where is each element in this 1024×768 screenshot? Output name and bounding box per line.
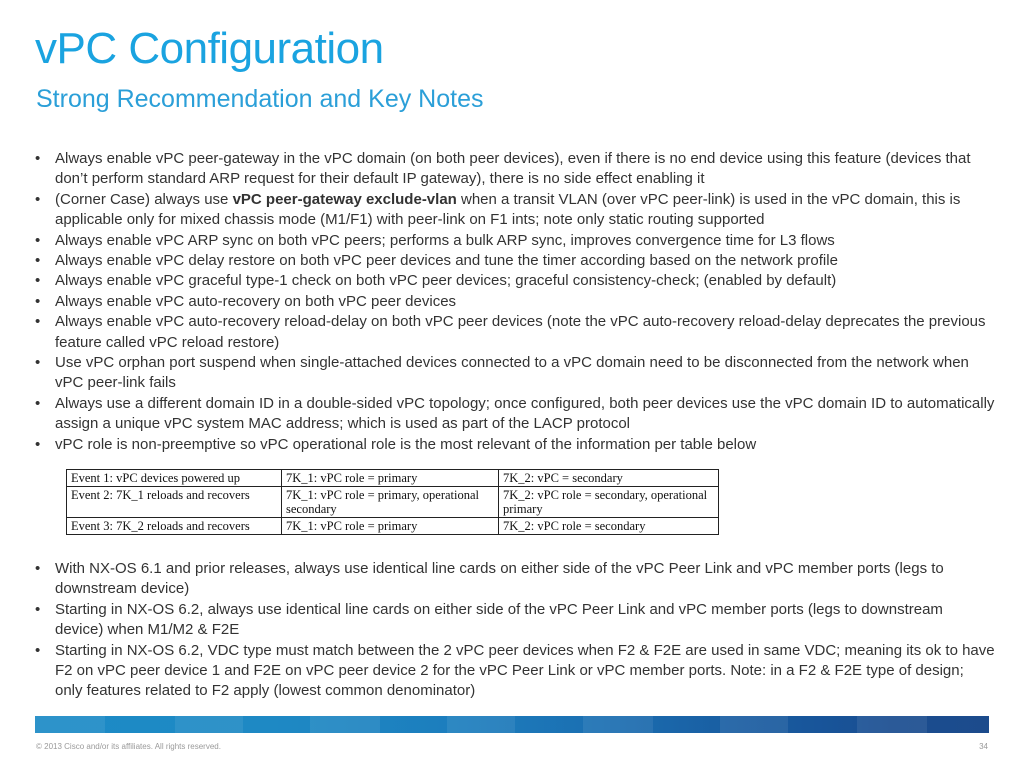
- table-row: [67, 487, 719, 518]
- linecard-notes-list: [35, 559, 995, 702]
- bullet-text: Starting in NX-OS 6.2, VDC type must match between the 2 vPC peer devices when F2 & F2E are used in same VDC; meaning its ok to have F2 on vPC peer device 1 and F2E on vPC peer device 2 for the vPC Peer Link or vPC member ports. Note: in a F2 & F2E type of design; only features related to F2 apply (lowest common denominator): [55, 641, 995, 700]
- bullet-text: Always enable vPC auto-recovery on both vPC peer devices: [55, 292, 457, 310]
- bullet-text: Always enable vPC auto-recovery reload-delay on both vPC peer devices (note the vPC auto-recovery reload-delay deprecates the previous feature called vPC reload restore): [55, 313, 986, 351]
- table-cell-7k1: 7K_1: vPC role = primary: [282, 470, 499, 487]
- copyright-footer: © 2013 Cisco and/or its affiliates. All rights reserved.: [36, 742, 221, 751]
- bullet-item: [35, 292, 995, 312]
- bullet-item: [35, 190, 995, 231]
- slide-subtitle: Strong Recommendation and Key Notes: [36, 85, 484, 113]
- page-number: 34: [979, 742, 988, 751]
- table-row: [67, 518, 719, 535]
- bullet-item: [35, 435, 995, 455]
- bullet-text: Always enable vPC graceful type-1 check on both vPC peer devices; graceful consistency-check; (enabled by default): [55, 272, 837, 290]
- bullet-text: Use vPC orphan port suspend when single-attached devices connected to a vPC domain need to be disconnected from the network when vPC peer-link fails: [55, 354, 969, 392]
- bullet-text: Always use a different domain ID in a double-sided vPC topology; once configured, both peer devices use the vPC domain ID to automatically assign a unique vPC system MAC address; which is used as part of the LACP protocol: [55, 394, 995, 433]
- bullet-text: With NX-OS 6.1 and prior releases, always use identical line cards on either side of the vPC Peer Link and vPC member ports (legs to downstream device): [55, 560, 944, 598]
- slide-title: vPC Configuration: [35, 24, 384, 73]
- bullet-text-post: when a transit VLAN (over vPC peer-link) is used in the vPC domain, this is applicable only for mixed chassis mode (M1/F1) with peer-link on F1 ints; note only static routing supported: [55, 190, 961, 229]
- table-cell-7k1: 7K_1: vPC role = primary, operational secondary: [282, 487, 499, 518]
- bullet-item: [35, 149, 995, 190]
- table-cell-event: Event 2: 7K_1 reloads and recovers: [67, 487, 282, 518]
- bullet-text: vPC role is non-preemptive so vPC operational role is the most relevant of the information per table below: [55, 435, 757, 453]
- table-cell-event: Event 3: 7K_2 reloads and recovers: [67, 518, 282, 535]
- bullet-item: [35, 231, 995, 251]
- bullet-text: Always enable vPC ARP sync on both vPC peers; performs a bulk ARP sync, improves convergence time for L3 flows: [55, 231, 835, 249]
- table-cell-7k1: 7K_1: vPC role = primary: [282, 518, 499, 535]
- table-cell-7k2: 7K_2: vPC role = secondary, operational primary: [499, 487, 719, 518]
- table-cell-7k2: 7K_2: vPC role = secondary: [499, 518, 719, 535]
- decorative-color-band: [35, 716, 989, 733]
- bullet-item: [35, 251, 995, 271]
- bullet-item: [35, 312, 995, 353]
- bullet-text: Starting in NX-OS 6.2, always use identical line cards on either side of the vPC Peer Link and vPC member ports (legs to downstream device) when M1/M2 & F2E: [55, 600, 943, 639]
- bullet-item: [35, 641, 995, 702]
- vpc-role-event-table: [66, 469, 719, 535]
- bullet-item: [35, 559, 995, 600]
- bullet-text: Always enable vPC peer-gateway in the vPC domain (on both peer devices), even if there is no end device using this feature (devices that don’t perform standard ARP request for their default IP gateway), there is no side effect enabling it: [55, 150, 971, 188]
- bullet-item: [35, 394, 995, 435]
- bullet-item: [35, 353, 995, 394]
- table-row: [67, 470, 719, 487]
- bullet-item: [35, 271, 995, 291]
- table-cell-7k2: 7K_2: vPC = secondary: [499, 470, 719, 487]
- bullet-text: Always enable vPC delay restore on both vPC peer devices and tune the timer according based on the network profile: [55, 252, 838, 270]
- bullet-command: vPC peer-gateway exclude-vlan: [232, 190, 457, 208]
- bullet-item: [35, 600, 995, 641]
- bullet-text-pre: (Corner Case) always use: [55, 190, 233, 208]
- recommendation-list: [35, 149, 995, 455]
- table-cell-event: Event 1: vPC devices powered up: [67, 470, 282, 487]
